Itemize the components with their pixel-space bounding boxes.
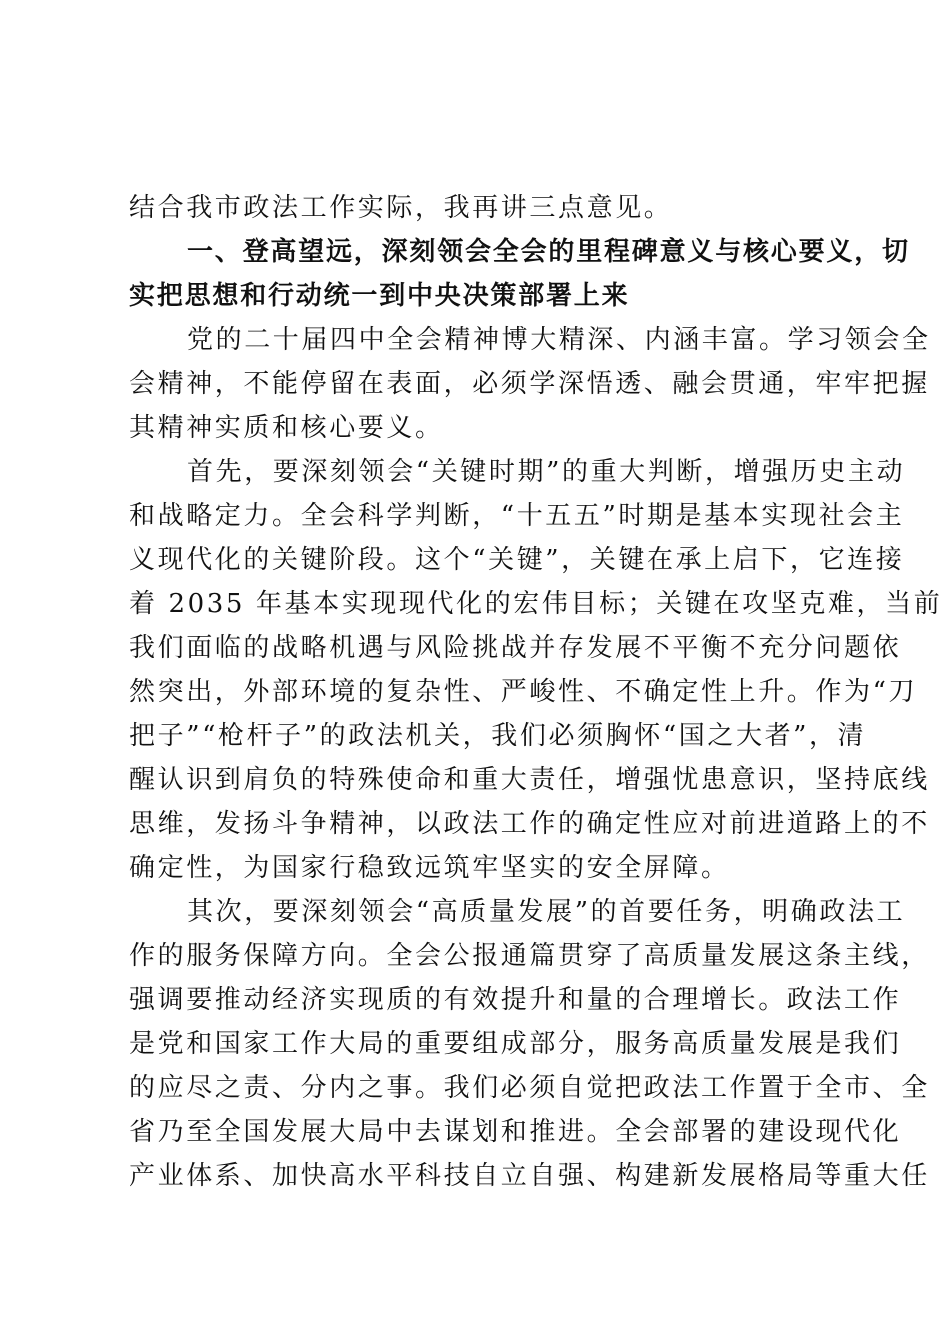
- paragraph-3-line-9: 思维，发扬斗争精神，以政法工作的确定性应对前进道路上的不: [129, 809, 930, 839]
- paragraph-3-line-1: 首先，要深刻领会“关键时期”的重大判断，增强历史主动: [187, 457, 906, 487]
- paragraph-3-line-5: 我们面临的战略机遇与风险挑战并存发展不平衡不充分问题依: [129, 633, 902, 663]
- paragraph-3-line-7: 把子”“枪杆子”的政法机关，我们必须胸怀“国之大者”，清: [129, 721, 867, 751]
- paragraph-4-line-4: 是党和国家工作大局的重要组成部分，服务高质量发展是我们: [129, 1029, 902, 1059]
- paragraph-3-line-4: 着 2035 年基本实现现代化的宏伟目标；关键在攻坚克难，当前: [129, 589, 943, 619]
- paragraph-2-line-1: 党的二十届四中全会精神博大精深、内涵丰富。学习领会全: [187, 325, 931, 355]
- paragraph-4-line-2: 作的服务保障方向。全会公报通篇贯穿了高质量发展这条主线，: [129, 941, 930, 971]
- paragraph-3-line-6: 然突出，外部环境的复杂性、严峻性、不确定性上升。作为“刀: [129, 677, 918, 707]
- paragraph-4-line-7: 产业体系、加快高水平科技自立自强、构建新发展格局等重大任: [129, 1161, 930, 1191]
- section-heading-line-2: 实把思想和行动统一到中央决策部署上来: [129, 281, 630, 311]
- section-heading-line-1: 一、登高望远，深刻领会全会的里程碑意义与核心要义，切: [187, 237, 910, 267]
- paragraph-2-line-3: 其精神实质和核心要义。: [129, 413, 444, 443]
- paragraph-2-line-2: 会精神，不能停留在表面，必须学深悟透、融会贯通，牢牢把握: [129, 369, 930, 399]
- paragraph-3-line-8: 醒认识到肩负的特殊使命和重大责任，增强忧患意识，坚持底线: [129, 765, 930, 795]
- paragraph-4-line-6: 省乃至全国发展大局中去谋划和推进。全会部署的建设现代化: [129, 1117, 902, 1147]
- paragraph-4-line-5: 的应尽之责、分内之事。我们必须自觉把政法工作置于全市、全: [129, 1073, 930, 1103]
- paragraph-4-line-1: 其次，要深刻领会“高质量发展”的首要任务，明确政法工: [187, 897, 906, 927]
- paragraph-4-line-3: 强调要推动经济实现质的有效提升和量的合理增长。政法工作: [129, 985, 902, 1015]
- paragraph-3-line-2: 和战略定力。全会科学判断，“十五五”时期是基本实现社会主: [129, 501, 905, 531]
- document-body: [129, 186, 943, 1198]
- paragraph-3-line-3: 义现代化的关键阶段。这个“关键”，关键在承上启下，它连接: [129, 545, 905, 575]
- paragraph-intro-line-1: 结合我市政法工作实际，我再讲三点意见。: [129, 193, 673, 223]
- paragraph-3-line-10: 确定性，为国家行稳致远筑牢坚实的安全屏障。: [129, 853, 730, 883]
